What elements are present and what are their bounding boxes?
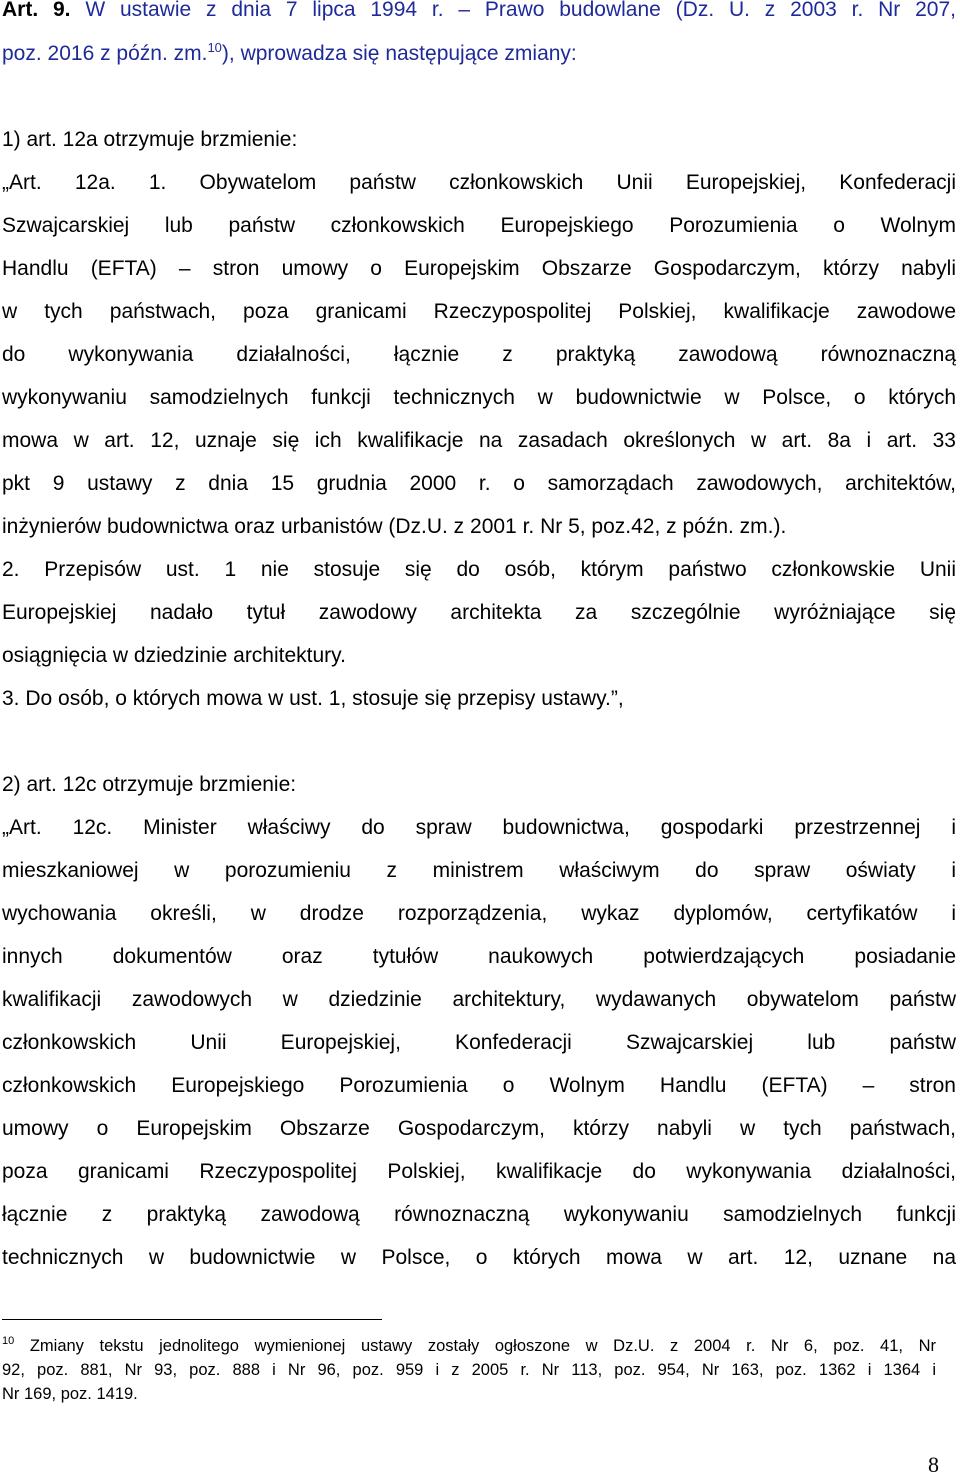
paragraph-line: pkt 9 ustawy z dnia 15 grudnia 2000 r. o samorządach zawodowych, architektów, [2, 472, 956, 495]
point-2-intro: 2) art. 12c otrzymuje brzmienie: [2, 773, 297, 796]
paragraph-line: technicznych w budownictwie w Polsce, o których mowa w art. 12, uznane na [2, 1246, 956, 1269]
paragraph-line: mowa w art. 12, uznaje się ich kwalifikacje na zasadach określonych w art. 8a i art. 33 [2, 429, 956, 452]
paragraph-line: poza granicami Rzeczypospolitej Polskiej, kwalifikacje do wykonywania działalności, [2, 1160, 956, 1183]
paragraph-line: Europejskiej nadało tytuł zawodowy architekta za szczególnie wyróżniające się [2, 601, 956, 624]
point-1-intro: 1) art. 12a otrzymuje brzmienie: [2, 128, 298, 151]
paragraph-line: do wykonywania działalności, łącznie z praktyką zawodową równoznaczną [2, 343, 956, 366]
header-text-line-2 [2, 41, 577, 67]
paragraph-line: osiągnięcia w dziedzinie architektury. [2, 644, 346, 667]
paragraph-line: członkowskich Europejskiego Porozumienia o Wolnym Handlu (EFTA) – stron [2, 1074, 956, 1097]
footnote-line: Nr 169, poz. 1419. [2, 1385, 138, 1403]
footnote-separator [2, 1319, 382, 1320]
footnote-marker: 10 [2, 1335, 15, 1347]
paragraph-line: 3. Do osób, o których mowa w ust. 1, stosuje się przepisy ustawy.”, [2, 687, 624, 710]
header-text-line-2-post: ), wprowadza się następujące zmiany: [221, 42, 577, 65]
footnote-text: Zmiany tekstu jednolitego wymienionej ustawy zostały ogłoszone w Dz.U. z 2004 r. Nr 6, poz. 41, Nr [29, 1337, 936, 1355]
paragraph-line: „Art. 12c. Minister właściwy do spraw budownictwa, gospodarki przestrzennej i [2, 816, 956, 839]
article-9-header-line [2, 0, 956, 23]
paragraph-line: umowy o Europejskim Obszarze Gospodarczym, którzy nabyli w tych państwach, [2, 1117, 956, 1140]
paragraph-line: w tych państwach, poza granicami Rzeczypospolitej Polskiej, kwalifikacje zawodowe [2, 300, 956, 323]
page-number: 8 [928, 1452, 939, 1477]
paragraph-line: wykonywaniu samodzielnych funkcji technicznych w budownictwie w Polsce, o których [2, 386, 956, 409]
paragraph-line: członkowskich Unii Europejskiej, Konfederacji Szwajcarskiej lub państw [2, 1031, 956, 1054]
paragraph-line: Handlu (EFTA) – stron umowy o Europejskim Obszarze Gospodarczym, którzy nabyli [2, 257, 956, 280]
paragraph-line: mieszkaniowej w porozumieniu z ministrem właściwym do spraw oświaty i [2, 859, 956, 882]
paragraph-line: „Art. 12a. 1. Obywatelom państw członkowskich Unii Europejskiej, Konfederacji [2, 171, 956, 194]
paragraph-line: wychowania określi, w drodze rozporządzenia, wykaz dyplomów, certyfikatów i [2, 902, 956, 925]
footnote-reference[interactable]: 10 [207, 40, 222, 55]
paragraph-line: kwalifikacji zawodowych w dziedzinie architektury, wydawanych obywatelom państw [2, 988, 956, 1011]
header-text-line-1: W ustawie z dnia 7 lipca 1994 r. – Prawo budowlane (Dz. U. z 2003 r. Nr 207, [85, 0, 956, 21]
paragraph-line: innych dokumentów oraz tytułów naukowych potwierdzających posiadanie [2, 945, 956, 968]
header-text-line-2-pre: poz. 2016 z późn. zm. [2, 42, 208, 65]
footnote-line [2, 1336, 936, 1356]
paragraph-line: Szwajcarskiej lub państw członkowskich Europejskiego Porozumienia o Wolnym [2, 214, 956, 237]
paragraph-line: inżynierów budownictwa oraz urbanistów (Dz.U. z 2001 r. Nr 5, poz.42, z późn. zm.). [2, 515, 787, 538]
paragraph-line: 2. Przepisów ust. 1 nie stosuje się do osób, którym państwo członkowskie Unii [2, 558, 956, 581]
paragraph-line: łącznie z praktyką zawodową równoznaczną wykonywaniu samodzielnych funkcji [2, 1203, 956, 1226]
footnote-line: 92, poz. 881, Nr 93, poz. 888 i Nr 96, poz. 959 i z 2005 r. Nr 113, poz. 954, Nr 163, poz. 1362 i 1364 i [2, 1361, 936, 1379]
article-label: Art. 9. [2, 0, 71, 21]
